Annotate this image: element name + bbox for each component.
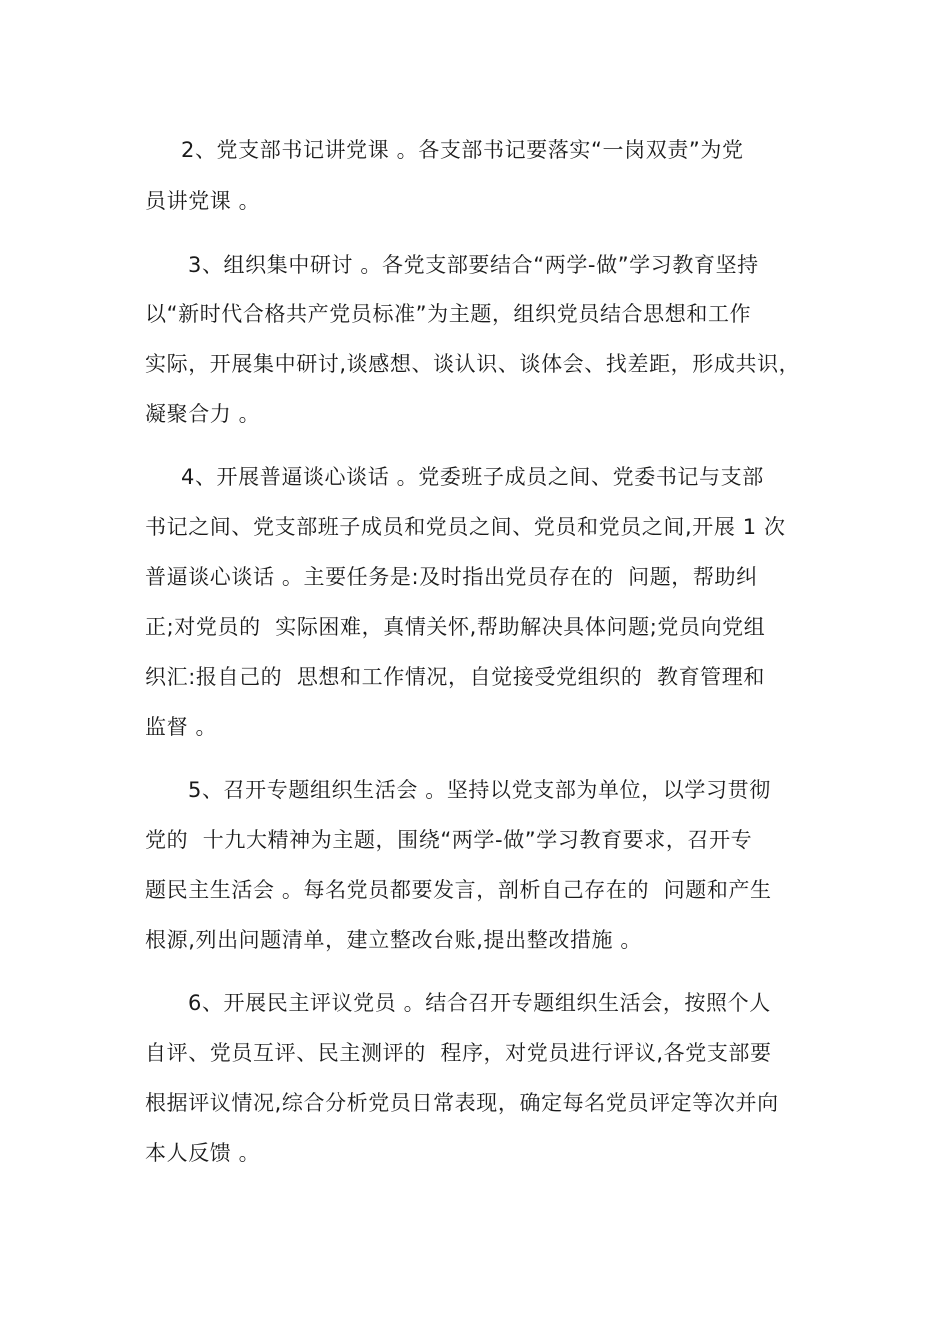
paragraph-5-line-1: 5、召开专题组织生活会 。坚持以党支部为单位，以学习贯彻	[188, 778, 771, 802]
paragraph-4-line-1: 4、开展普逼谈心谈话 。党委班子成员之间、党委书记与支部	[181, 465, 764, 489]
paragraph-3-line-1: 3、组织集中研讨 。各党支部要结合“两学-做”学习教育坚持	[188, 253, 759, 277]
paragraph-5-line-3: 题民主生活会 。每名党员都要发言，剖析自己存在的 问题和产生	[145, 878, 772, 902]
paragraph-4-line-3: 普逼谈心谈话 。主要任务是:及时指出党员存在的 问题，帮助纠	[145, 565, 758, 589]
paragraph-5-line-2: 党的 十九大精神为主题，围绕“两学-做”学习教育要求，召开专	[145, 828, 753, 852]
paragraph-4-line-2: 书记之间、党支部班子成员和党员之间、党员和党员之间,开展 1 次	[145, 515, 786, 539]
paragraph-2-line-1: 2、党支部书记讲党课 。各支部书记要落实“一岗双责”为党	[181, 138, 744, 162]
paragraph-4-line-6: 监督 。	[145, 715, 218, 739]
paragraph-6-line-2: 自评、党员互评、民主测评的 程序，对党员进行评议,各党支部要	[145, 1041, 772, 1065]
paragraph-2-line-2: 员讲党课 。	[145, 189, 261, 213]
paragraph-6-line-3: 根据评议情况,综合分析党员日常表现，确定每名党员评定等次并向	[145, 1091, 779, 1115]
paragraph-4-line-4: 正;对党员的 实际困难，真情关怀,帮助解决具体问题;党员向党组	[145, 615, 766, 639]
paragraph-3-line-4: 凝聚合力 。	[145, 402, 261, 426]
paragraph-6-line-1: 6、开展民主评议党员 。结合召开专题组织生活会，按照个人	[188, 991, 771, 1015]
paragraph-3-line-2: 以“新时代合格共产党员标准”为主题，组织党员结合思想和工作	[145, 302, 752, 326]
paragraph-3-line-3: 实际，开展集中研讨,谈感想、谈认识、谈体会、找差距，形成共识，	[145, 352, 801, 376]
paragraph-4-line-5: 织汇:报自己的 思想和工作情况，自觉接受党组织的 教育管理和	[145, 665, 765, 689]
paragraph-6-line-4: 本人反馈 。	[145, 1141, 261, 1165]
paragraph-5-line-4: 根源,列出问题清单，建立整改台账,提出整改措施 。	[145, 928, 643, 952]
